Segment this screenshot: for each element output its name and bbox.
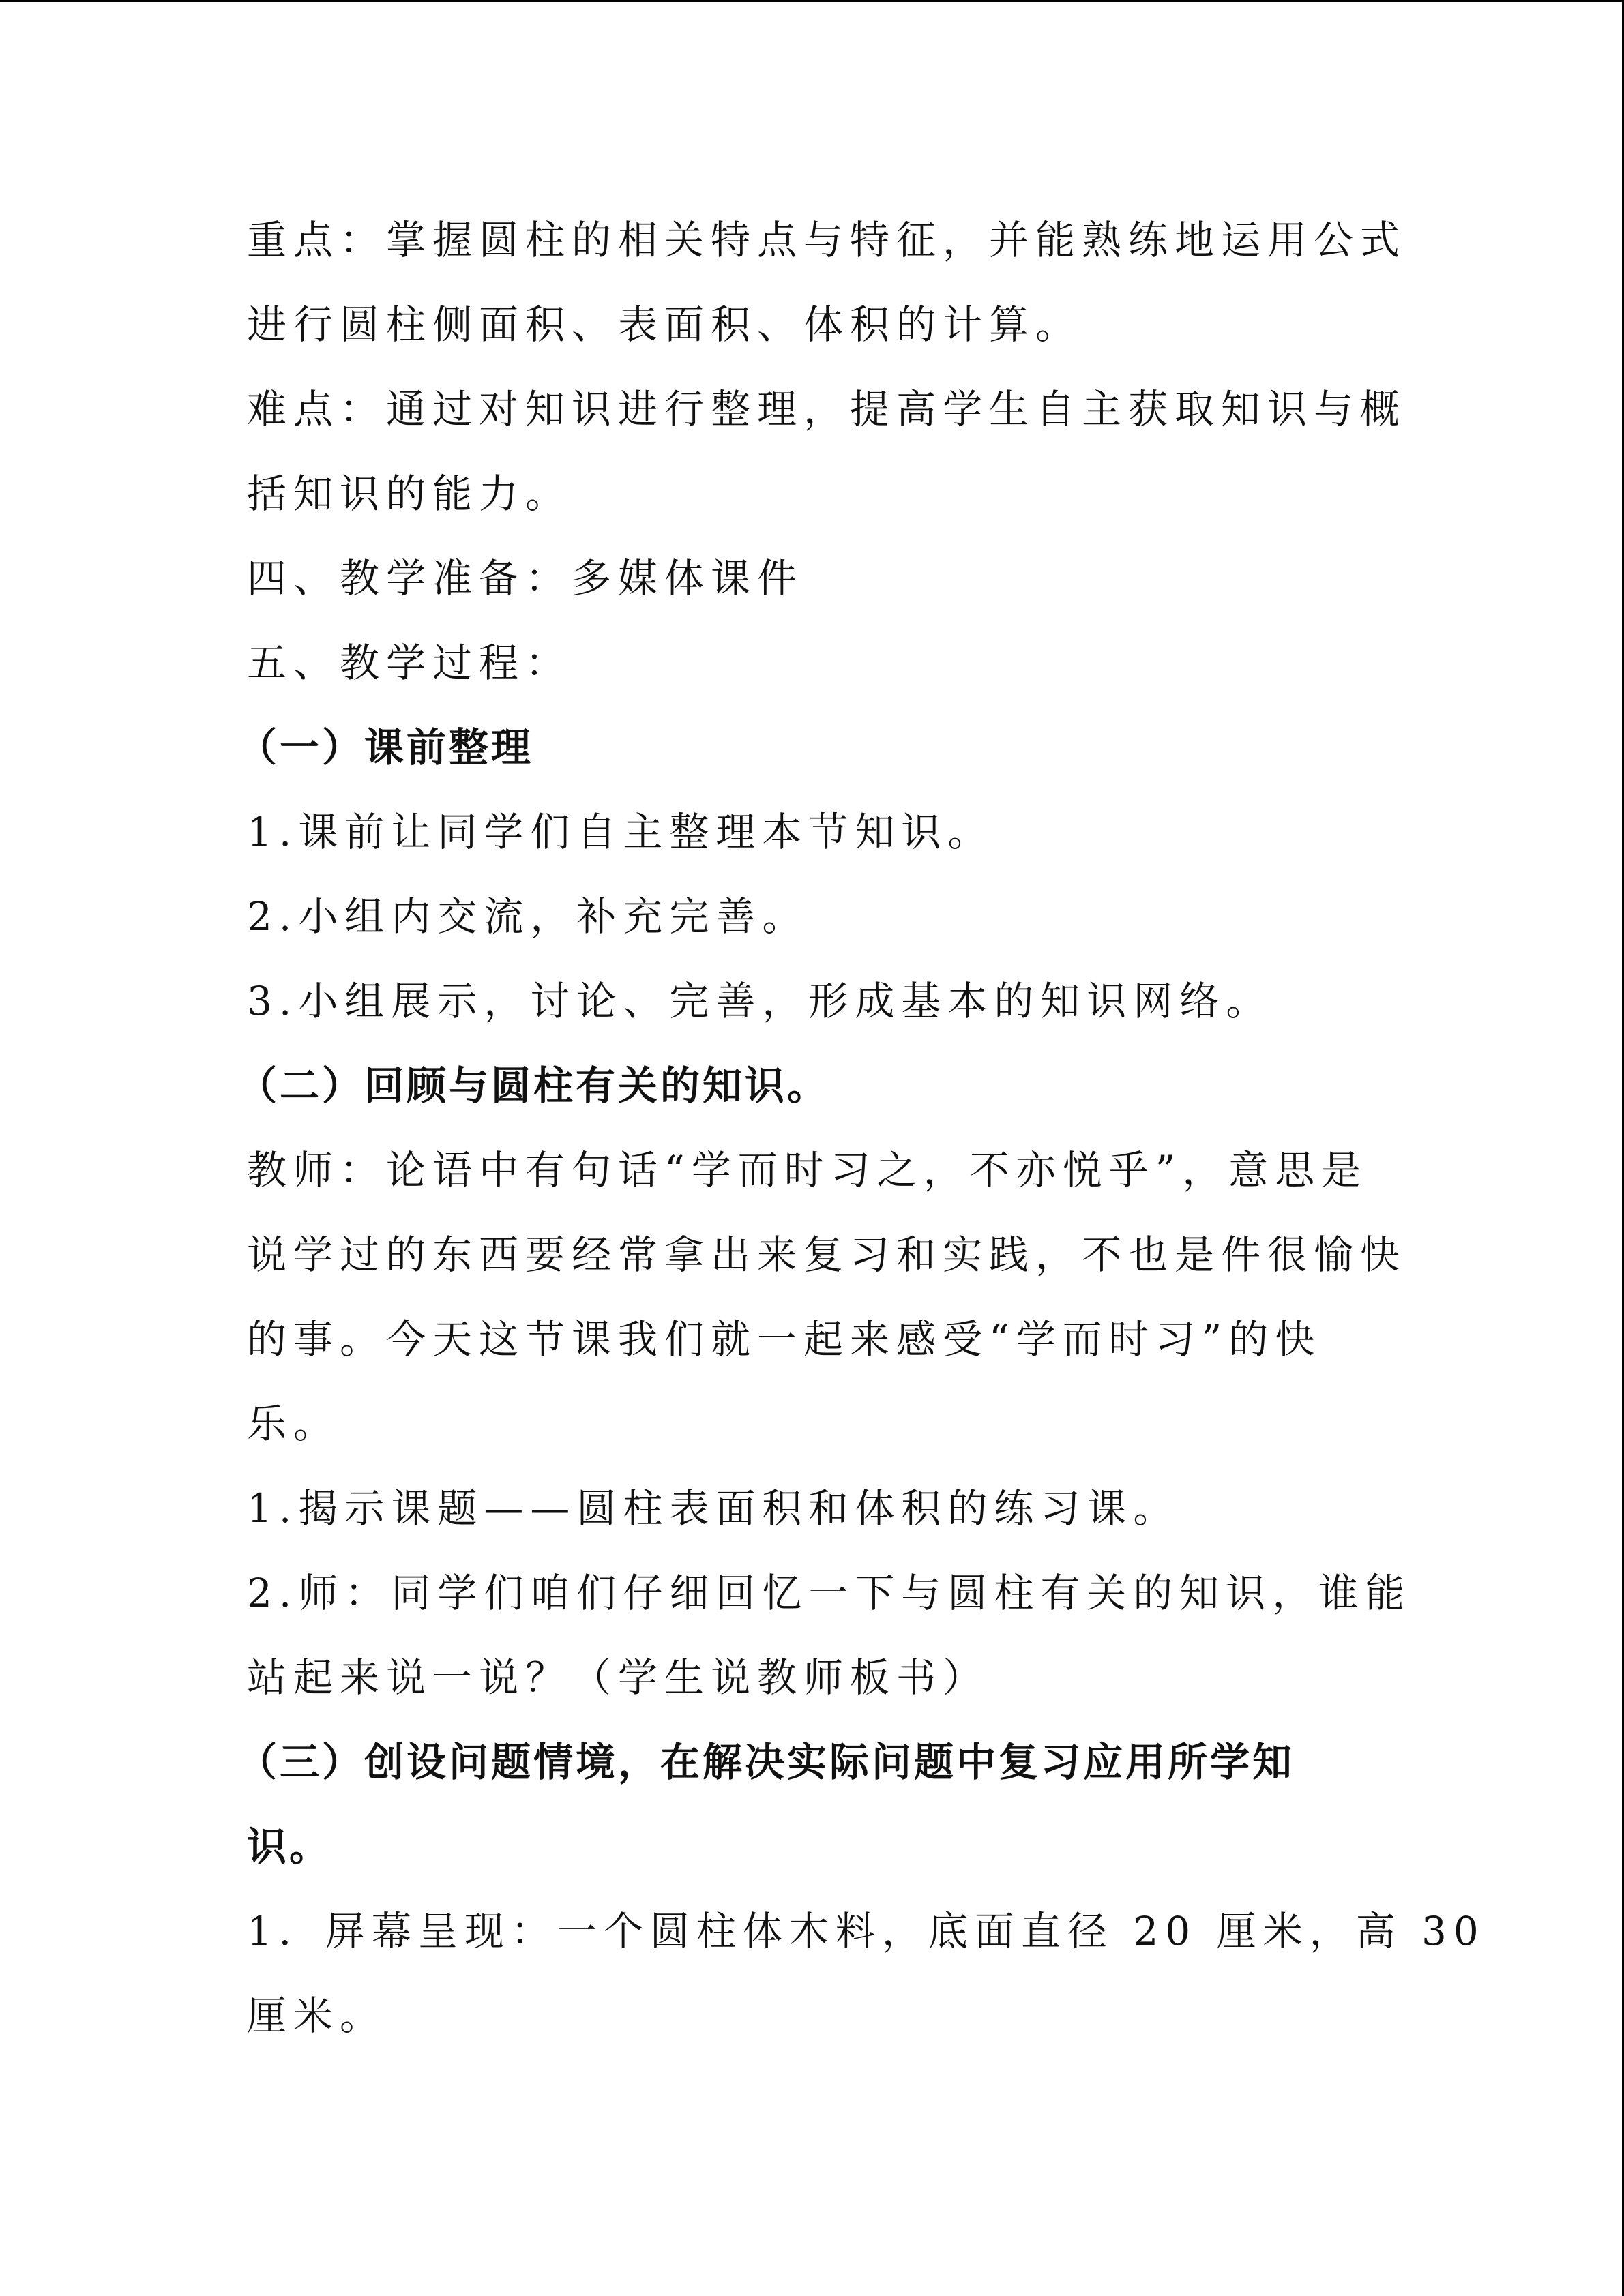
list-item-continuation: 厘米。 [247, 1993, 387, 2039]
document-body [237, 198, 1486, 2058]
section-heading-1: （一）课前整理 [237, 724, 534, 771]
paragraph-line: 说学过的东西要经常拿出来复习和实践，不也是件很愉快 [247, 1232, 1407, 1278]
list-item-continuation: 站起来说一说？（学生说教师板书） [247, 1654, 990, 1701]
difficulty-line-1: 难点：通过对知识进行整理，提高学生自主获取知识与概 [247, 386, 1407, 432]
section-heading-3-continuation: 识。 [247, 1823, 332, 1870]
list-item: 1.课前让同学们自主整理本节知识。 [247, 809, 994, 855]
paragraph-line: 的事。今天这节课我们就一起来感受“学而时习”的快 [247, 1316, 1322, 1362]
paragraph-line: 乐。 [247, 1401, 340, 1447]
teaching-process-heading: 五、教学过程： [247, 640, 572, 686]
focus-point-line-2: 进行圆柱侧面积、表面积、体积的计算。 [247, 301, 1082, 348]
teaching-preparation: 四、教学准备：多媒体课件 [247, 555, 804, 601]
paragraph-line: 教师：论语中有句话“学而时习之，不亦悦乎”，意思是 [247, 1147, 1368, 1193]
list-item: 1.揭示课题——圆柱表面积和体积的练习课。 [247, 1485, 1180, 1532]
section-heading-3: （三）创设问题情境，在解决实际问题中复习应用所学知 [237, 1739, 1295, 1785]
list-item: 1．屏幕呈现：一个圆柱体木料，底面直径 20 厘米，高 30 [247, 1908, 1486, 1954]
section-heading-2: （二）回顾与圆柱有关的知识。 [237, 1062, 830, 1109]
list-item: 3.小组展示，讨论、完善，形成基本的知识网络。 [247, 978, 1273, 1024]
list-item: 2.师：同学们咱们仔细回忆一下与圆柱有关的知识，谁能 [247, 1570, 1412, 1616]
focus-point-line-1: 重点：掌握圆柱的相关特点与特征，并能熟练地运用公式 [247, 217, 1407, 263]
list-item: 2.小组内交流，补充完善。 [247, 893, 809, 940]
difficulty-line-2: 括知识的能力。 [247, 471, 572, 517]
